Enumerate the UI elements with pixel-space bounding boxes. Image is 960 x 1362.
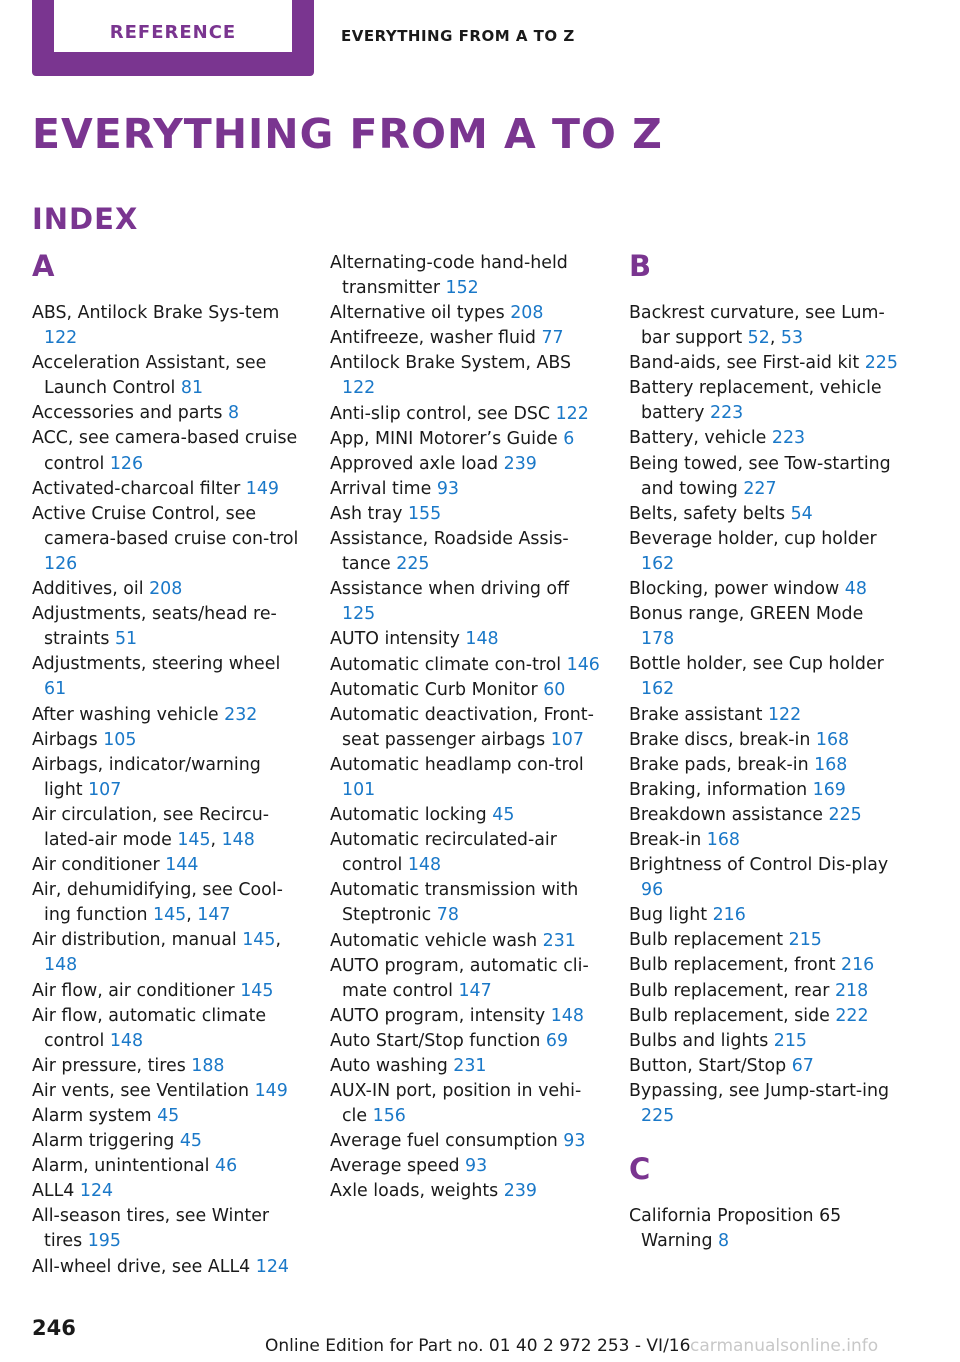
page-link[interactable]: 222 <box>835 1005 869 1026</box>
index-entry <box>629 778 901 803</box>
index-entry-text: Alarm system <box>32 1106 158 1126</box>
index-entry <box>330 351 602 401</box>
page-number: 246 <box>32 1316 76 1340</box>
index-entry <box>32 401 304 426</box>
page-link[interactable]: 148 <box>465 629 499 650</box>
index-entry <box>629 753 901 778</box>
index-entry <box>32 1179 304 1204</box>
index-entry <box>32 1004 304 1054</box>
page-link[interactable]: 122 <box>342 378 376 399</box>
section-tab-label: REFERENCE <box>109 22 237 43</box>
index-entry <box>629 1029 901 1054</box>
page-separator: , <box>275 930 281 951</box>
index-entry <box>330 1154 602 1179</box>
page-link[interactable]: 216 <box>841 955 875 976</box>
page-link[interactable]: 53 <box>780 328 804 349</box>
page-link[interactable]: 122 <box>555 403 589 424</box>
index-entry-text: Arrival time <box>330 478 437 499</box>
index-entry <box>629 803 901 828</box>
index-entry-text: Alternating-code hand-held transmitter <box>330 253 568 299</box>
page-link[interactable]: 145 <box>177 829 211 850</box>
page-link[interactable]: 77 <box>541 328 564 349</box>
page-link[interactable]: 93 <box>436 478 459 499</box>
index-entry <box>330 678 602 703</box>
index-entry-text: Being towed, see Tow-starting and towing <box>629 453 891 499</box>
index-entry <box>32 979 304 1004</box>
page-title: EVERYTHING FROM A TO Z <box>32 110 663 158</box>
page-link[interactable]: 148 <box>407 855 442 876</box>
page-link[interactable]: 52 <box>747 328 770 349</box>
index-entry <box>32 1129 304 1154</box>
page-link[interactable]: 155 <box>407 503 442 524</box>
page-link[interactable]: 145 <box>242 930 276 951</box>
index-entry <box>629 452 901 502</box>
index-entry <box>32 1079 304 1104</box>
index-entry <box>330 703 602 753</box>
page-link[interactable]: 107 <box>550 729 584 750</box>
index-entry <box>629 502 901 527</box>
page-link[interactable]: 162 <box>641 679 675 700</box>
page-link[interactable]: 225 <box>828 804 862 825</box>
index-entry <box>330 1054 602 1079</box>
page-link[interactable]: 8 <box>718 1231 730 1252</box>
page-link[interactable]: 145 <box>153 905 187 926</box>
index-entry <box>629 979 901 1004</box>
page-link[interactable]: 54 <box>790 503 813 524</box>
index-entry-text: Bulb replacement, front <box>629 955 842 976</box>
section-tab[interactable] <box>32 0 314 76</box>
page-link[interactable]: 168 <box>706 829 740 850</box>
index-entry <box>629 853 901 903</box>
page-separator: , <box>769 328 781 349</box>
index-entry-text: Air, dehumidifying, see Cool-ing function <box>32 880 283 926</box>
page-link[interactable]: 223 <box>771 428 806 449</box>
page-link[interactable]: 223 <box>710 403 744 424</box>
index-entry <box>32 1154 304 1179</box>
index-entry-text: ABS, Antilock Brake Sys-tem <box>32 303 280 323</box>
index-entry-text: Air conditioner <box>32 855 166 876</box>
index-letter-a: A <box>32 249 55 283</box>
page-link[interactable]: 124 <box>79 1181 114 1202</box>
page-link[interactable]: 188 <box>191 1055 225 1076</box>
page-link[interactable]: 215 <box>773 1030 807 1051</box>
index-entry <box>629 1054 901 1079</box>
page-link[interactable]: 81 <box>180 378 204 399</box>
page-link[interactable]: 101 <box>342 779 376 800</box>
index-entry-text: Additives, oil <box>32 579 150 600</box>
index-entry-text: Bulbs and lights <box>629 1030 774 1051</box>
index-entry <box>629 953 901 978</box>
page-link[interactable]: 147 <box>458 980 492 1001</box>
index-entry <box>32 703 304 728</box>
page-link[interactable]: 124 <box>255 1256 289 1277</box>
index-entry-text: All-wheel drive, see ALL4 <box>32 1256 256 1277</box>
index-entry <box>629 301 901 351</box>
page-link[interactable]: 146 <box>566 654 600 675</box>
index-entry-text: Alarm, unintentional <box>32 1156 215 1177</box>
page-link[interactable]: 148 <box>550 1005 584 1026</box>
index-entry <box>330 502 602 527</box>
index-entry-text: Brake discs, break-in <box>629 729 816 750</box>
index-letter-c: C <box>629 1152 651 1187</box>
index-entry-text: Bulb replacement, side <box>629 1005 836 1026</box>
page-link[interactable]: 232 <box>224 704 258 725</box>
page-link[interactable]: 96 <box>641 880 664 901</box>
index-entry-text: Alarm triggering <box>32 1131 180 1152</box>
index-entry <box>32 577 304 602</box>
page-link[interactable]: 48 <box>844 579 867 600</box>
index-entry <box>330 1004 602 1029</box>
index-entry-text: Brake assistant <box>629 704 768 725</box>
page-link[interactable]: 147 <box>197 905 231 926</box>
index-entry-text: Axle loads, weights <box>330 1181 504 1202</box>
index-entry-text: Antifreeze, washer fluid <box>330 328 542 349</box>
index-entry-text: Average speed <box>330 1156 466 1177</box>
index-entry-text: Anti-slip control, see DSC <box>330 403 556 424</box>
index-entry <box>330 929 602 954</box>
index-entry <box>330 653 602 678</box>
index-entry-text: Airbags <box>32 729 104 750</box>
index-entry <box>629 703 901 728</box>
index-entry <box>32 928 304 978</box>
index-entry-text: Automatic climate con-trol <box>330 654 567 675</box>
index-entry <box>629 1079 901 1129</box>
index-entry-text: Auto Start/Stop function <box>330 1030 546 1051</box>
index-entry <box>330 1029 602 1054</box>
index-entry <box>330 627 602 652</box>
index-entry-text: Assistance when driving off <box>330 579 570 600</box>
page-link[interactable]: 218 <box>834 980 869 1001</box>
index-entry <box>330 1129 602 1154</box>
section-title: EVERYTHING FROM A TO Z <box>341 27 575 45</box>
page-link[interactable]: 45 <box>157 1106 180 1126</box>
index-entry-text: Bonus range, GREEN Mode <box>629 604 864 625</box>
page-link[interactable]: 225 <box>641 1106 675 1126</box>
page-link[interactable]: 45 <box>179 1131 202 1152</box>
page-link[interactable]: 162 <box>641 553 675 574</box>
index-entry-text: Air distribution, manual <box>32 930 243 951</box>
index-entry-text: Adjustments, seats/head re-straints <box>32 604 277 650</box>
page-separator: , <box>210 829 222 850</box>
page-link[interactable]: 145 <box>240 980 274 1001</box>
page-link[interactable]: 227 <box>743 478 777 499</box>
page-link[interactable]: 152 <box>445 278 479 299</box>
index-column-1 <box>32 251 304 1280</box>
page-link[interactable]: 148 <box>109 1030 144 1051</box>
page-link[interactable]: 61 <box>44 679 67 700</box>
page-link[interactable]: 208 <box>149 579 183 600</box>
index-entry <box>32 1204 304 1254</box>
page-link[interactable]: 144 <box>165 855 199 876</box>
index-entry-text: Active Cruise Control, see camera-based cruise con-trol <box>32 503 299 549</box>
index-entry <box>32 652 304 702</box>
index-entry-text: Blocking, power window <box>629 579 845 600</box>
index-entry <box>629 577 901 602</box>
page-link[interactable]: 216 <box>712 905 746 926</box>
page-link[interactable]: 93 <box>563 1131 586 1152</box>
index-entry-text: Air pressure, tires <box>32 1055 192 1076</box>
index-entry-text: AUTO program, automatic cli-mate control <box>330 955 589 1001</box>
page-link[interactable]: 126 <box>44 553 78 574</box>
index-entry-text: Automatic deactivation, Front-seat passenger airbags <box>330 704 594 750</box>
index-entry-text: Automatic transmission with Steptronic <box>330 880 579 926</box>
index-entry <box>629 376 901 426</box>
index-entry <box>330 527 602 577</box>
page-separator: , <box>186 905 198 926</box>
page-link[interactable]: 148 <box>221 829 255 850</box>
index-entry <box>330 402 602 427</box>
page-link[interactable]: 231 <box>453 1056 487 1076</box>
index-entry <box>32 803 304 853</box>
index-entry <box>32 753 304 803</box>
page-link[interactable]: 60 <box>543 679 566 700</box>
index-entry <box>330 878 602 928</box>
index-entry <box>629 828 901 853</box>
page-link[interactable]: 46 <box>215 1156 238 1177</box>
page-link[interactable]: 105 <box>103 729 137 750</box>
index-entry <box>330 452 602 477</box>
index-entry <box>32 477 304 502</box>
index-entry <box>629 1204 901 1254</box>
page-link[interactable]: 168 <box>815 729 850 750</box>
index-entry <box>330 753 602 803</box>
index-entry-text: Auto washing <box>330 1056 454 1076</box>
index-letter-b: B <box>629 249 652 283</box>
index-column-3 <box>629 251 901 1254</box>
page-link[interactable]: 148 <box>44 955 78 976</box>
page-link[interactable]: 149 <box>254 1080 288 1101</box>
index-entry <box>330 828 602 878</box>
index-entry <box>32 1104 304 1129</box>
index-entry-text: Accessories and parts <box>32 403 228 424</box>
index-entry-text: Backrest curvature, see Lum-bar support <box>629 303 885 349</box>
index-entry-text: All-season tires, see Winter tires <box>32 1206 270 1252</box>
page-link[interactable]: 149 <box>245 478 279 499</box>
page-link[interactable]: 225 <box>864 353 898 374</box>
index-entry-text: Automatic recirculated-air control <box>330 830 557 876</box>
index-entry <box>330 577 602 627</box>
index-entry <box>330 1079 602 1129</box>
index-entry-text: Ash tray <box>330 503 408 524</box>
index-entry <box>32 301 304 351</box>
index-entry <box>32 853 304 878</box>
index-entry <box>32 1054 304 1079</box>
page-link[interactable]: 126 <box>109 453 144 474</box>
page-link[interactable]: 93 <box>465 1156 488 1177</box>
index-entry <box>629 652 901 702</box>
index-entry <box>330 954 602 1004</box>
index-entry <box>32 728 304 753</box>
index-entry <box>629 426 901 451</box>
page-link[interactable]: 169 <box>812 779 846 800</box>
index-entry-text: Bulb replacement, rear <box>629 980 835 1001</box>
index-entry-text: Brightness of Control Dis-play <box>629 855 889 876</box>
page-link[interactable]: 225 <box>396 554 430 575</box>
index-entry-text: Band-aids, see First-aid kit <box>629 353 865 374</box>
page-link[interactable]: 195 <box>87 1231 121 1252</box>
index-entry <box>629 903 901 928</box>
index-entry-text: AUX-IN port, position in vehi-cle <box>330 1081 582 1127</box>
index-entry <box>330 301 602 326</box>
index-entry-text: AUTO program, intensity <box>330 1005 551 1026</box>
index-entry <box>330 326 602 351</box>
index-entry-text: Bug light <box>629 905 713 926</box>
index-entry-text: Battery, vehicle <box>629 428 772 449</box>
index-entry-text: App, MINI Motorer’s Guide <box>330 428 564 449</box>
section-tab-inner <box>54 0 292 52</box>
index-entry <box>32 878 304 928</box>
index-entry <box>32 1255 304 1280</box>
page-link[interactable]: 6 <box>563 428 575 449</box>
index-entry-text: Belts, safety belts <box>629 503 791 524</box>
index-entry-text: AUTO intensity <box>330 629 466 650</box>
index-entry <box>330 427 602 452</box>
index-entry-text: Battery replacement, vehicle battery <box>629 378 882 424</box>
page-link[interactable]: 67 <box>791 1055 814 1076</box>
index-entry <box>629 928 901 953</box>
index-entry-text: Airbags, indicator/warning light <box>32 754 261 800</box>
index-entry-text: Automatic vehicle wash <box>330 930 543 951</box>
index-entry-text: Average fuel consumption <box>330 1131 564 1152</box>
index-entry-text: After washing vehicle <box>32 704 225 725</box>
page-link[interactable]: 239 <box>503 453 537 474</box>
index-entry-text: Activated-charcoal filter <box>32 478 246 499</box>
index-entry-text: California Proposition 65 Warning <box>629 1206 842 1252</box>
index-entry-text: Bulb replacement <box>629 930 789 951</box>
index-entry-text: Automatic Curb Monitor <box>330 679 544 700</box>
page-link[interactable]: 51 <box>114 629 138 650</box>
index-entry-text: Automatic headlamp con-trol <box>330 754 584 775</box>
page-link[interactable]: 231 <box>542 930 576 951</box>
watermark: carmanualsonline.info <box>690 1336 879 1356</box>
index-entry-text: Automatic locking <box>330 805 493 826</box>
index-entry <box>32 351 304 401</box>
index-entry <box>330 477 602 502</box>
index-entry-text: Bypassing, see Jump-start-ing <box>629 1080 890 1101</box>
index-entry-text: Air flow, automatic climate control <box>32 1005 267 1051</box>
index-entry-text: Braking, information <box>629 779 813 800</box>
index-column-2 <box>330 251 602 1205</box>
index-entry-text: Air flow, air conditioner <box>32 980 241 1001</box>
page-link[interactable]: 107 <box>88 779 122 800</box>
index-title: INDEX <box>32 202 139 236</box>
page-link[interactable]: 178 <box>641 629 675 650</box>
index-entry <box>629 602 901 652</box>
index-entry <box>629 728 901 753</box>
index-entry-text: Approved axle load <box>330 453 504 474</box>
index-entry-text: Bottle holder, see Cup holder <box>629 654 884 675</box>
page-link[interactable]: 239 <box>503 1181 537 1202</box>
index-entry-text: Acceleration Assistant, see Launch Control <box>32 353 267 399</box>
page-link[interactable]: 122 <box>44 328 78 349</box>
index-entry-text: Adjustments, steering wheel <box>32 654 281 675</box>
index-entry-text: Assistance, Roadside Assis-tance <box>330 529 569 575</box>
page-link[interactable]: 45 <box>492 805 515 826</box>
index-entry <box>330 251 602 301</box>
page-link[interactable]: 122 <box>767 704 802 725</box>
index-entry <box>629 351 901 376</box>
index-entry <box>629 1004 901 1029</box>
index-entry-text: Air vents, see Ventilation <box>32 1080 255 1101</box>
index-entry <box>32 426 304 476</box>
index-entry-text: Air circulation, see Recircu-lated-air mode <box>32 804 270 850</box>
page-link[interactable]: 156 <box>372 1106 406 1127</box>
index-entry-text: ALL4 <box>32 1181 80 1202</box>
index-entry <box>330 803 602 828</box>
index-entry-text: Brake pads, break-in <box>629 754 815 775</box>
index-entry-text: Beverage holder, cup holder <box>629 528 877 549</box>
index-entry <box>32 602 304 652</box>
index-entry-text: Alternative oil types <box>330 303 511 324</box>
page-link[interactable]: 168 <box>814 754 848 775</box>
page-link[interactable]: 69 <box>545 1030 569 1051</box>
index-entry-text: Breakdown assistance <box>629 804 829 825</box>
section-gap <box>629 1129 901 1154</box>
index-entry-text: ACC, see camera-based cruise control <box>32 428 298 474</box>
page-link[interactable]: 125 <box>342 604 376 625</box>
index-entry-text: Break-in <box>629 829 707 850</box>
index-entry <box>32 502 304 577</box>
page-link[interactable]: 78 <box>436 905 459 926</box>
index-entry <box>330 1179 602 1204</box>
page-link[interactable]: 215 <box>788 930 822 951</box>
index-entry-text: Antilock Brake System, ABS <box>330 353 572 374</box>
footer-edition: Online Edition for Part no. 01 40 2 972 253 - VI/16 <box>265 1336 691 1356</box>
page-link[interactable]: 8 <box>227 403 240 424</box>
page-link[interactable]: 208 <box>510 303 544 324</box>
index-entry-text: Button, Start/Stop <box>629 1055 792 1076</box>
index-entry <box>629 527 901 577</box>
